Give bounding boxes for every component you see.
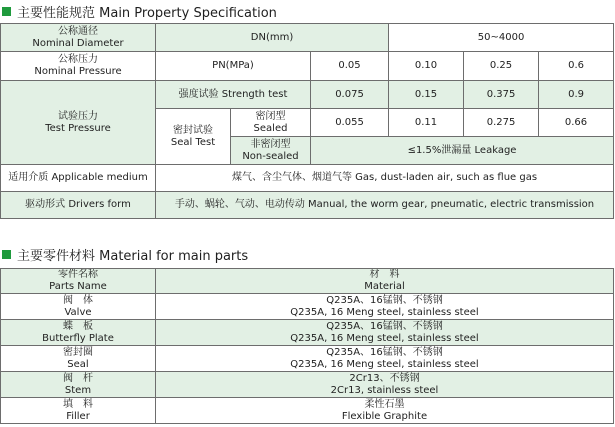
table-row (1, 52, 614, 81)
part-material: 柔性石墨 Flexible Graphite (156, 398, 614, 424)
section-title: 主要性能规范 Main Property Specification (17, 5, 277, 21)
strength-value: 0.075 (311, 81, 389, 109)
sealed-label: 密闭型 Sealed (231, 109, 311, 137)
pressure-value: 0.6 (539, 52, 614, 81)
nominal-pressure-label: 公称压力 Nominal Pressure (1, 52, 156, 81)
applicable-medium-label: 适用介质 Applicable medium (1, 165, 156, 192)
table-row (1, 81, 614, 109)
main-property-table (0, 23, 614, 219)
part-name: 密封圈 Seal (1, 346, 156, 372)
table-row (1, 372, 614, 398)
part-name: 阀 体 Valve (1, 294, 156, 320)
table-row (1, 346, 614, 372)
diameter-range: 50~4000 (389, 24, 614, 52)
leakage-value: ≤1.5%泄漏量 Leakage (311, 137, 614, 165)
nominal-diameter-label: 公称通径 Nominal Diameter (1, 24, 156, 52)
table-row (1, 294, 614, 320)
section-heading-main-property (0, 1, 277, 21)
sealed-value: 0.055 (311, 109, 389, 137)
seal-test-label: 密封试验 Seal Test (156, 109, 231, 165)
table-row (1, 398, 614, 424)
pressure-value: 0.05 (311, 52, 389, 81)
sealed-value: 0.11 (389, 109, 464, 137)
non-sealed-label: 非密闭型 Non-sealed (231, 137, 311, 165)
drivers-form-label: 驱动形式 Drivers form (1, 192, 156, 219)
applicable-medium-value: 煤气、含尘气体、烟道气等 Gas, dust-laden air, such as flue gas (156, 165, 614, 192)
pressure-value: 0.10 (389, 52, 464, 81)
test-pressure-label: 试验压力 Test Pressure (1, 81, 156, 165)
green-square-bullet-icon (2, 250, 11, 259)
strength-value: 0.9 (539, 81, 614, 109)
part-material: 2Cr13、不锈钢 2Cr13, stainless steel (156, 372, 614, 398)
material-table (0, 268, 614, 424)
part-name: 蝶 板 Butterfly Plate (1, 320, 156, 346)
diameter-unit: DN(mm) (156, 24, 389, 52)
table-row (1, 24, 614, 52)
section-title: 主要零件材料 Material for main parts (17, 248, 249, 264)
table-row (1, 269, 614, 294)
strength-value: 0.375 (464, 81, 539, 109)
part-material: Q235A、16锰钢、不锈钢 Q235A, 16 Meng steel, stainless steel (156, 320, 614, 346)
sealed-value: 0.66 (539, 109, 614, 137)
part-material: Q235A、16锰钢、不锈钢 Q235A, 16 Meng steel, stainless steel (156, 294, 614, 320)
part-name: 阀 杆 Stem (1, 372, 156, 398)
pressure-value: 0.25 (464, 52, 539, 81)
material-header: 材 料 Material (156, 269, 614, 294)
table-row (1, 165, 614, 192)
section-heading-material (0, 244, 248, 264)
part-name: 填 料 Filler (1, 398, 156, 424)
strength-value: 0.15 (389, 81, 464, 109)
strength-test-label: 强度试验 Strength test (156, 81, 311, 109)
part-material: Q235A、16锰钢、不锈钢 Q235A, 16 Meng steel, stainless steel (156, 346, 614, 372)
table-row (1, 320, 614, 346)
green-square-bullet-icon (2, 7, 11, 16)
drivers-form-value: 手动、蜗轮、气动、电动传动 Manual, the worm gear, pneumatic, electric transmission (156, 192, 614, 219)
sealed-value: 0.275 (464, 109, 539, 137)
pressure-unit: PN(MPa) (156, 52, 311, 81)
parts-name-header: 零件名称 Parts Name (1, 269, 156, 294)
table-row (1, 192, 614, 219)
